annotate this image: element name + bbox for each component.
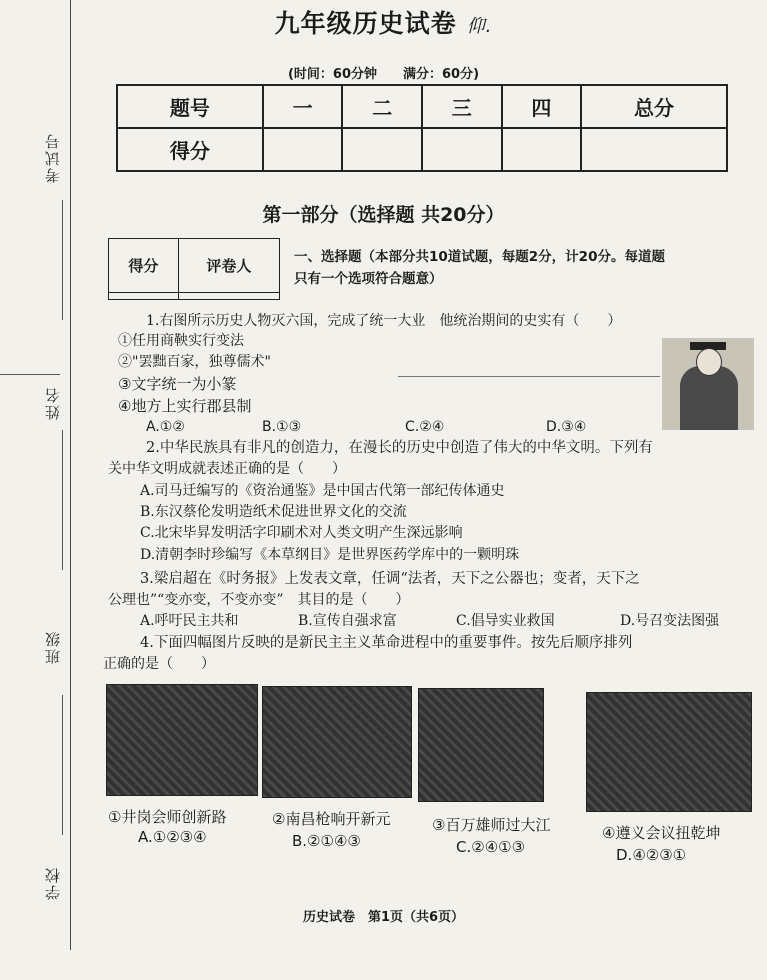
photo-crossing-yangtze bbox=[418, 688, 544, 802]
q1-option-c: C.②④ bbox=[405, 419, 445, 435]
q4-option-a: A.①②③④ bbox=[138, 828, 207, 846]
q1-item: ④地方上实行郡县制 bbox=[118, 397, 252, 415]
section-line-1: 一、选择题（本部分共10道试题，每题2分，计20分。每道题 bbox=[294, 249, 665, 265]
q4-option-d: D.④②③① bbox=[616, 846, 687, 864]
photo-zunyi-meeting bbox=[586, 692, 752, 812]
q3-option-a: A.呼吁民主共和 bbox=[140, 613, 239, 629]
score-header-cell: 总分 bbox=[581, 85, 727, 128]
caption-1: ①井岗会师创新路 bbox=[108, 808, 227, 826]
page-title bbox=[0, 4, 767, 40]
score-header-cell: 四 bbox=[502, 85, 582, 128]
photo-jinggang-meeting bbox=[106, 684, 258, 796]
score-header-cell: 二 bbox=[342, 85, 422, 128]
q3-stem: 3.梁启超在《时务报》上发表文章，任调“法者，天下之公器也；变者，天下之 bbox=[140, 571, 640, 587]
margin-name: 姓名 bbox=[44, 386, 62, 420]
score-table bbox=[116, 84, 728, 172]
part-title: 第一部分（选择题 共20分） bbox=[262, 204, 505, 226]
q1-option-b: B.①③ bbox=[262, 419, 302, 435]
q2-option-a: A.司马迁编写的《资治通鉴》是中国古代第一部纪传体通史 bbox=[140, 483, 505, 499]
score-header-cell: 题号 bbox=[117, 85, 263, 128]
q1-item: ②"罢黜百家，独尊儒术" bbox=[118, 354, 271, 370]
caption-2: ②南昌枪响开新元 bbox=[272, 810, 391, 828]
caption-3: ③百万雄师过大江 bbox=[432, 816, 551, 834]
name-underline bbox=[62, 430, 63, 570]
fold-line bbox=[70, 0, 71, 950]
grader-score-label: 得分 bbox=[109, 239, 179, 293]
handwritten-mark: 仰. bbox=[466, 16, 493, 37]
grader-sign-cell bbox=[178, 293, 279, 300]
grader-score-cell bbox=[109, 293, 179, 300]
score-header-cell: 一 bbox=[263, 85, 343, 128]
q2-stem-cont: 关中华文明成就表述正确的是（ ） bbox=[108, 461, 346, 477]
q2-option-b: B.东汉蔡伦发明造纸术促进世界文化的交流 bbox=[140, 504, 407, 520]
q1-option-a: A.①② bbox=[146, 419, 185, 435]
title-text: 九年级历史试卷 bbox=[274, 9, 457, 38]
q2-option-d: D.清朝李时珍编写《本草纲目》是世界医药学库中的一颗明珠 bbox=[140, 547, 520, 563]
q2-option-c: C.北宋毕昇发明活字印刷术对人类文明产生深远影响 bbox=[140, 525, 463, 541]
q1-item: ③文字统一为小篆 bbox=[118, 375, 237, 393]
margin-class: 班级 bbox=[44, 630, 62, 664]
q1-option-d: D.③④ bbox=[546, 419, 587, 435]
score-row-label: 得分 bbox=[117, 128, 263, 171]
score-header-cell: 三 bbox=[422, 85, 502, 128]
page-footer: 历史试卷 第1页（共6页） bbox=[302, 910, 465, 925]
q4-stem-cont: 正确的是（ ） bbox=[103, 656, 215, 672]
q3-option-b: B.宣传自强求富 bbox=[298, 613, 397, 629]
grader-table bbox=[108, 238, 280, 300]
time-info: (时间：60分钟 满分：60分) bbox=[287, 67, 480, 82]
rule-line bbox=[398, 376, 660, 377]
q4-option-b: B.②①④③ bbox=[292, 832, 361, 850]
photo-nanchang-uprising bbox=[262, 686, 412, 798]
q3-stem-cont: 公理也”“变亦变，不变亦变” 其目的是（ ） bbox=[108, 592, 410, 608]
q4-stem: 4.下面四幅图片反映的是新民主主义革命进程中的重要事件。按先后顺序排列 bbox=[140, 635, 633, 651]
section-instructions bbox=[294, 246, 754, 290]
score-cell bbox=[263, 128, 343, 171]
section-line-2: 只有一个选项符合题意） bbox=[294, 271, 443, 287]
name-line bbox=[0, 374, 60, 375]
q3-option-c: C.倡导实业救国 bbox=[456, 613, 555, 629]
class-line bbox=[62, 695, 63, 835]
score-cell bbox=[342, 128, 422, 171]
qin-shihuang-portrait bbox=[662, 338, 754, 430]
q1-item: ①任用商鞅实行变法 bbox=[118, 333, 244, 349]
q1-stem: 1.右图所示历史人物灭六国，完成了统一大业 他统治期间的史实有（ ） bbox=[146, 313, 622, 329]
q3-option-d: D.号召变法图强 bbox=[620, 613, 720, 629]
margin-school: 学校 bbox=[44, 866, 62, 900]
grader-label: 评卷人 bbox=[178, 239, 279, 293]
q2-stem: 2.中华民族具有非凡的创造力，在漫长的历史中创造了伟大的中华文明。下列有 bbox=[146, 440, 653, 456]
margin-exam-no: 考试号 bbox=[44, 132, 62, 183]
score-cell bbox=[581, 128, 727, 171]
score-cell bbox=[502, 128, 582, 171]
score-cell bbox=[422, 128, 502, 171]
caption-4: ④遵义会议扭乾坤 bbox=[602, 824, 721, 842]
q4-option-c: C.②④①③ bbox=[456, 838, 526, 856]
